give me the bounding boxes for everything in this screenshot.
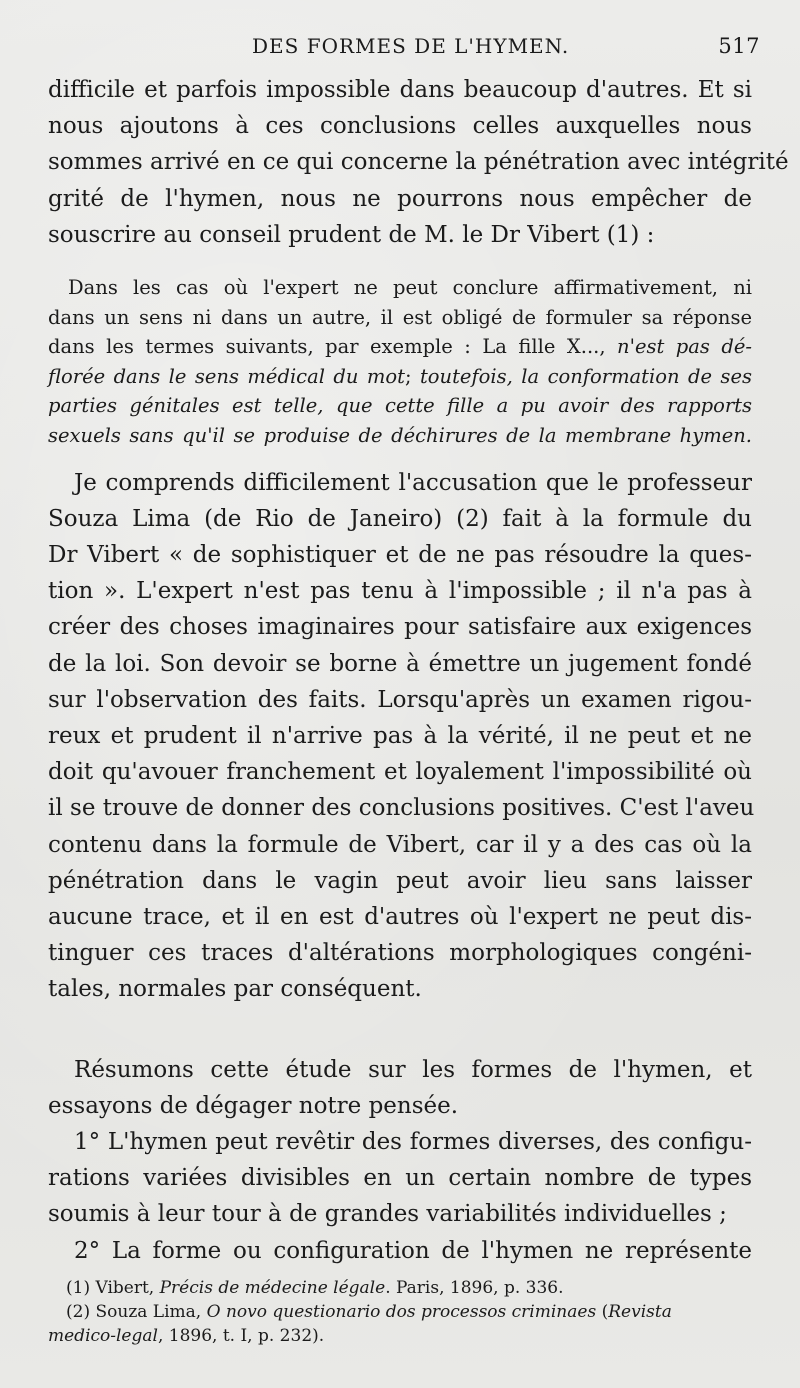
text-line: Je comprends difficilement l'accusation que le professeur xyxy=(74,469,752,496)
text-line: il se trouve de donner des conclusions positives. C'est l'aveu xyxy=(48,795,755,822)
footnotes xyxy=(48,1276,752,1348)
quote-line xyxy=(48,391,752,421)
text-line: tion ». L'expert n'est pas tenu à l'impossible ; il n'a pas à xyxy=(48,578,752,605)
text-line: 2° La forme ou configuration de l'hymen ne représente xyxy=(74,1237,752,1264)
quote-italic: parties génitales est telle, que cette fille a pu avoir des rapports xyxy=(48,394,752,418)
text-line: tales, normales par conséquent. xyxy=(48,976,422,1003)
text-line: sommes arrivé en ce qui concerne la pénétration avec intégrité xyxy=(48,149,789,176)
text-line: de la loi. Son devoir se borne à émettre un jugement fondé xyxy=(48,650,752,677)
paragraph-2 xyxy=(48,465,755,1008)
text-line: rations variées divisibles en un certain nombre de types xyxy=(48,1165,752,1192)
footnote-2-continued xyxy=(48,1324,752,1348)
paragraph-4 xyxy=(48,1124,752,1233)
quote-text: ; xyxy=(404,364,420,388)
quote-line xyxy=(48,332,752,362)
text-line: Résumons cette étude sur les formes de l'hymen, et xyxy=(74,1056,752,1083)
footnote-italic: O novo questionario dos processos criminaes xyxy=(206,1302,597,1322)
running-title: DES FORMES DE L'HYMEN. xyxy=(252,34,570,58)
quote-italic: toutefois, la conformation de ses xyxy=(419,364,752,388)
footnote-italic: Revista xyxy=(608,1302,672,1322)
text-line: Dr Vibert « de sophistiquer et de ne pas résoudre la ques- xyxy=(48,541,752,568)
text-line: difficile et parfois impossible dans beaucoup d'autres. Et si xyxy=(48,77,752,103)
paragraph-3 xyxy=(48,1052,752,1124)
paragraph-5 xyxy=(48,1233,752,1269)
footnote-1 xyxy=(48,1276,752,1300)
text-line: soumis à leur tour à de grandes variabilités individuelles ; xyxy=(48,1201,727,1228)
text-line: essayons de dégager notre pensée. xyxy=(48,1092,459,1119)
footnote-text: (1) Vibert, xyxy=(66,1278,160,1298)
quote-line xyxy=(48,362,752,392)
quote-italic: n'est pas dé- xyxy=(617,335,752,359)
paragraph-1 xyxy=(48,72,789,253)
footnote-text: , 1896, t. I, p. 232). xyxy=(157,1326,325,1346)
text-line: sur l'observation des faits. Lorsqu'après un examen rigou- xyxy=(48,686,752,713)
text-line: nous ajoutons à ces conclusions celles auxquelles nous xyxy=(48,113,752,140)
footnote-2 xyxy=(48,1300,752,1324)
text-line: créer des choses imaginaires pour satisfaire aux exigences xyxy=(48,614,752,641)
page-header xyxy=(48,34,760,64)
text-line: aucune trace, et il en est d'autres où l'expert ne peut dis- xyxy=(48,904,752,931)
text-line: doit qu'avouer franchement et loyalement l'impossibilité où xyxy=(48,759,752,786)
quote-line: Dans les cas où l'expert ne peut conclure affirmativement, ni xyxy=(68,276,752,300)
text-line: souscrire au conseil prudent de M. le Dr Vibert (1) : xyxy=(48,221,655,248)
quote-line: dans un sens ni dans un autre, il est obligé de formuler sa réponse xyxy=(48,305,752,329)
text-line: Souza Lima (de Rio de Janeiro) (2) fait à la formule du xyxy=(48,505,752,532)
text-line: 1° L'hymen peut revêtir des formes diverses, des configu- xyxy=(74,1129,752,1156)
footnote-text: (2) Souza Lima, xyxy=(66,1302,207,1322)
page-body xyxy=(48,72,789,1269)
quote-italic: florée dans le sens médical du mot xyxy=(48,364,405,388)
text-line: pénétration dans le vagin peut avoir lieu sans laisser xyxy=(48,867,752,894)
quote-text: dans les termes suivants, par exemple : La fille X..., xyxy=(48,335,618,359)
text-line: reux et prudent il n'arrive pas à la vérité, il ne peut et ne xyxy=(48,723,752,749)
footnote-text: ( xyxy=(596,1302,609,1322)
quote-italic: sexuels sans qu'il se produise de déchirures de la membrane hymen. xyxy=(48,423,752,447)
page-number: 517 xyxy=(718,34,760,58)
text-line: grité de l'hymen, nous ne pourrons nous empêcher de xyxy=(48,185,752,212)
block-quote xyxy=(48,273,752,451)
footnote-italic: Précis de médecine légale xyxy=(159,1278,386,1298)
text-line: contenu dans la formule de Vibert, car il y a des cas où la xyxy=(48,831,752,858)
footnote-text: . Paris, 1896, p. 336. xyxy=(385,1278,564,1298)
footnote-italic: medico-legal xyxy=(48,1326,158,1346)
text-line: tinguer ces traces d'altérations morphologiques congéni- xyxy=(48,940,752,967)
quote-line xyxy=(48,421,752,451)
